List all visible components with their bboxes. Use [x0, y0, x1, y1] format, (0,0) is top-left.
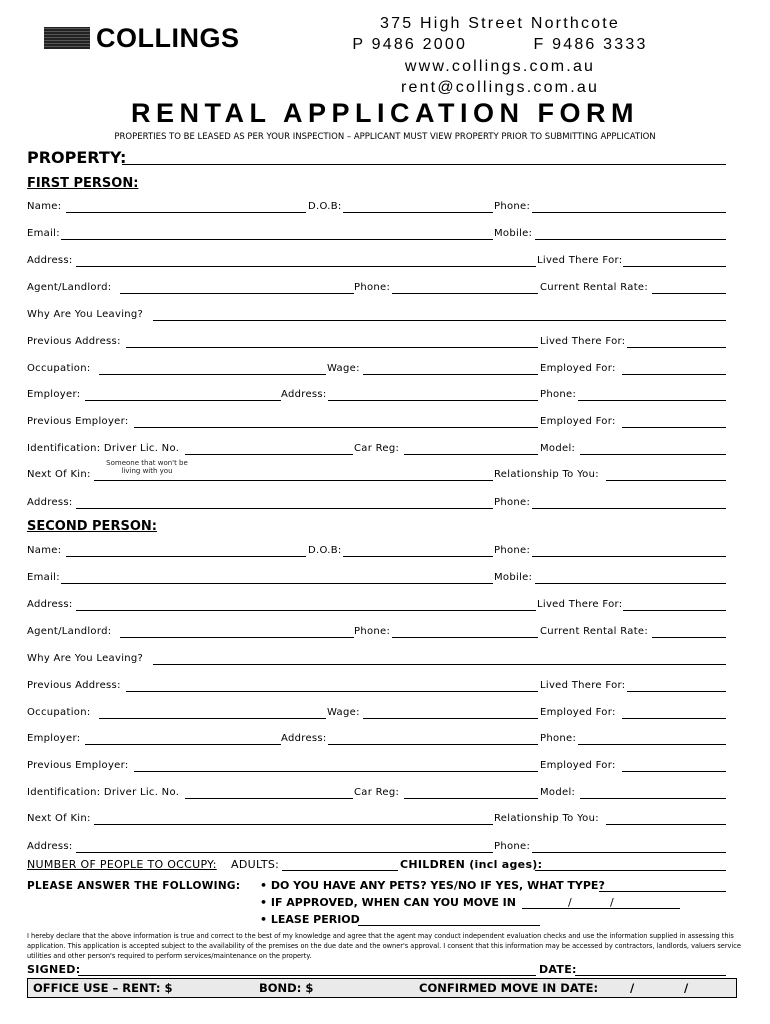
- p1-address-label: Address:: [27, 255, 73, 266]
- p2-prev-address-field[interactable]: [126, 691, 538, 692]
- p2-occupation-field[interactable]: [99, 718, 326, 719]
- children-field[interactable]: [535, 870, 726, 871]
- pets-field[interactable]: [599, 891, 726, 892]
- p2-employer-address-field[interactable]: [328, 744, 538, 745]
- p1-relationship-label: Relationship To You:: [494, 469, 599, 480]
- p1-employer-address-label: Address:: [281, 389, 327, 400]
- p2-relationship-field[interactable]: [606, 824, 726, 825]
- collings-logo: [44, 23, 240, 53]
- p1-employer-field[interactable]: [85, 400, 281, 401]
- p2-prev-employed-for-field[interactable]: [622, 771, 726, 772]
- office-use-box: [27, 978, 737, 998]
- p2-why-leaving-label: Why Are You Leaving?: [27, 653, 144, 664]
- p1-relationship-field[interactable]: [606, 480, 726, 481]
- property-label: PROPERTY:: [27, 148, 127, 167]
- logo-mark-icon: [44, 27, 90, 49]
- lease-period-field[interactable]: [358, 925, 540, 926]
- p2-mobile-label: Mobile:: [494, 572, 533, 583]
- date-field[interactable]: [575, 975, 726, 976]
- p1-prev-employer-label: Previous Employer:: [27, 416, 129, 427]
- p2-identification-field[interactable]: [185, 798, 353, 799]
- p1-kin-address-label: Address:: [27, 497, 73, 508]
- p2-agent-field[interactable]: [120, 637, 354, 638]
- p1-prev-employer-field[interactable]: [134, 427, 538, 428]
- office-address: 375 High Street Northcote: [380, 15, 620, 32]
- p1-employer-label: Employer:: [27, 389, 81, 400]
- p2-address-field[interactable]: [76, 610, 536, 611]
- p2-phone-label: Phone:: [494, 545, 531, 556]
- p1-name-field[interactable]: [66, 212, 306, 213]
- office-rent-label: OFFICE USE – RENT: $: [33, 981, 173, 995]
- p1-mobile-label: Mobile:: [494, 228, 533, 239]
- p1-name-label: Name:: [27, 201, 62, 212]
- p1-wage-field[interactable]: [363, 374, 538, 375]
- p2-lived-there-label: Lived There For:: [537, 599, 623, 610]
- p2-prev-address-label: Previous Address:: [27, 680, 121, 691]
- p2-model-field[interactable]: [580, 798, 726, 799]
- p2-prev-employer-field[interactable]: [134, 771, 538, 772]
- p1-agent-phone-field[interactable]: [392, 293, 538, 294]
- p1-prev-employed-for-label: Employed For:: [540, 416, 616, 427]
- logo-text: COLLINGS: [96, 23, 240, 53]
- p1-agent-field[interactable]: [120, 293, 354, 294]
- occupancy-label: NUMBER OF PEOPLE TO OCCUPY:: [27, 858, 217, 871]
- p1-rental-rate-label: Current Rental Rate:: [540, 282, 649, 293]
- signature-field[interactable]: [78, 975, 536, 976]
- p2-mobile-field[interactable]: [535, 583, 726, 584]
- p1-model-field[interactable]: [580, 454, 726, 455]
- p1-phone-field[interactable]: [532, 212, 726, 213]
- p2-next-of-kin-field[interactable]: [94, 824, 493, 825]
- move-in-slash-2: /: [610, 896, 615, 909]
- p2-agent-label: Agent/Landlord:: [27, 626, 112, 637]
- p2-employed-for-field[interactable]: [622, 718, 726, 719]
- p1-identification-field[interactable]: [185, 454, 353, 455]
- p1-email-label: Email:: [27, 228, 60, 239]
- signed-label: SIGNED:: [27, 963, 81, 976]
- form-title: RENTAL APPLICATION FORM: [131, 98, 639, 128]
- children-label: CHILDREN (incl ages):: [400, 858, 543, 871]
- p2-kin-address-field[interactable]: [76, 852, 493, 853]
- p1-employed-for-field[interactable]: [622, 374, 726, 375]
- p1-why-leaving-field[interactable]: [153, 320, 726, 321]
- p2-model-label: Model:: [540, 787, 576, 798]
- p1-kin-phone-label: Phone:: [494, 497, 531, 508]
- p1-prev-employed-for-field[interactable]: [622, 427, 726, 428]
- p1-rental-rate-field[interactable]: [652, 293, 726, 294]
- next-of-kin-note: Someone that won't be living with you: [106, 459, 188, 475]
- p2-agent-phone-label: Phone:: [354, 626, 391, 637]
- p1-email-field[interactable]: [61, 239, 493, 240]
- adults-field[interactable]: [282, 870, 398, 871]
- p1-prev-address-field[interactable]: [126, 347, 538, 348]
- p2-name-field[interactable]: [66, 556, 306, 557]
- p1-next-of-kin-field[interactable]: [94, 480, 493, 481]
- p1-prev-lived-field[interactable]: [627, 347, 726, 348]
- adults-label: ADULTS:: [231, 858, 280, 871]
- office-slash-1: /: [630, 981, 635, 995]
- p2-email-field[interactable]: [61, 583, 493, 584]
- p1-model-label: Model:: [540, 443, 576, 454]
- questions-label: PLEASE ANSWER THE FOLLOWING:: [27, 880, 241, 892]
- office-slash-2: /: [684, 981, 689, 995]
- p1-address-field[interactable]: [76, 266, 536, 267]
- p2-rental-rate-field[interactable]: [652, 637, 726, 638]
- p2-dob-field[interactable]: [343, 556, 493, 557]
- p1-prev-lived-label: Lived There For:: [540, 336, 626, 347]
- p2-prev-employer-label: Previous Employer:: [27, 760, 129, 771]
- office-move-in-label: CONFIRMED MOVE IN DATE:: [419, 981, 599, 995]
- first-person-heading: FIRST PERSON:: [27, 176, 139, 191]
- p2-email-label: Email:: [27, 572, 60, 583]
- p2-rental-rate-label: Current Rental Rate:: [540, 626, 649, 637]
- form-subtitle: PROPERTIES TO BE LEASED AS PER YOUR INSPECTION – APPLICANT MUST VIEW PROPERTY PRIOR TO SUBMITTING APPLICATION: [114, 132, 656, 142]
- p2-wage-field[interactable]: [363, 718, 538, 719]
- p2-phone-field[interactable]: [532, 556, 726, 557]
- date-label: DATE:: [539, 963, 577, 976]
- p2-employer-phone-field[interactable]: [578, 744, 726, 745]
- p1-kin-address-field[interactable]: [76, 508, 493, 509]
- p1-identification-label: Identification: Driver Lic. No.: [27, 443, 180, 454]
- property-field[interactable]: [122, 164, 726, 165]
- p1-dob-label: D.O.B:: [308, 201, 342, 212]
- p1-employed-for-label: Employed For:: [540, 363, 616, 374]
- p1-employer-phone-label: Phone:: [540, 389, 577, 400]
- p1-why-leaving-label: Why Are You Leaving?: [27, 309, 144, 320]
- p1-car-reg-field[interactable]: [404, 454, 538, 455]
- p2-why-leaving-field[interactable]: [153, 664, 726, 665]
- p2-agent-phone-field[interactable]: [392, 637, 538, 638]
- p2-dob-label: D.O.B:: [308, 545, 342, 556]
- move-in-question: • IF APPROVED, WHEN CAN YOU MOVE IN: [260, 896, 516, 909]
- p1-employer-phone-field[interactable]: [578, 400, 726, 401]
- move-in-slash-1: /: [568, 896, 573, 909]
- office-phones: P 9486 2000 F 9486 3333: [352, 36, 648, 53]
- office-bond-label: BOND: $: [259, 981, 314, 995]
- p1-wage-label: Wage:: [327, 363, 360, 374]
- p2-kin-phone-field[interactable]: [532, 852, 726, 853]
- p1-lived-there-field[interactable]: [623, 266, 726, 267]
- p2-prev-employed-for-label: Employed For:: [540, 760, 616, 771]
- p2-relationship-label: Relationship To You:: [494, 813, 599, 824]
- p2-employer-field[interactable]: [85, 744, 281, 745]
- p1-employer-address-field[interactable]: [328, 400, 538, 401]
- p2-wage-label: Wage:: [327, 707, 360, 718]
- p2-kin-address-label: Address:: [27, 841, 73, 852]
- p2-prev-lived-label: Lived There For:: [540, 680, 626, 691]
- office-website[interactable]: www.collings.com.au: [404, 58, 596, 75]
- p2-employer-label: Employer:: [27, 733, 81, 744]
- p2-address-label: Address:: [27, 599, 73, 610]
- p2-prev-lived-field[interactable]: [627, 691, 726, 692]
- p2-employer-phone-label: Phone:: [540, 733, 577, 744]
- p1-mobile-field[interactable]: [535, 239, 726, 240]
- p1-dob-field[interactable]: [343, 212, 493, 213]
- office-email[interactable]: rent@collings.com.au: [400, 79, 600, 96]
- p2-kin-phone-label: Phone:: [494, 841, 531, 852]
- p2-next-of-kin-label: Next Of Kin:: [27, 813, 91, 824]
- p1-next-of-kin-label: Next Of Kin:: [27, 469, 91, 480]
- p1-agent-phone-label: Phone:: [354, 282, 391, 293]
- p2-identification-label: Identification: Driver Lic. No.: [27, 787, 180, 798]
- p1-car-reg-label: Car Reg:: [354, 443, 400, 454]
- p2-car-reg-field[interactable]: [404, 798, 538, 799]
- p2-occupation-label: Occupation:: [27, 707, 91, 718]
- p1-prev-address-label: Previous Address:: [27, 336, 121, 347]
- p1-phone-label: Phone:: [494, 201, 531, 212]
- pets-question: • DO YOU HAVE ANY PETS? YES/NO IF YES, WHAT TYPE?: [260, 879, 605, 892]
- p2-employed-for-label: Employed For:: [540, 707, 616, 718]
- p2-employer-address-label: Address:: [281, 733, 327, 744]
- p1-occupation-field[interactable]: [99, 374, 326, 375]
- p1-occupation-label: Occupation:: [27, 363, 91, 374]
- p1-lived-there-label: Lived There For:: [537, 255, 623, 266]
- p1-kin-phone-field[interactable]: [532, 508, 726, 509]
- lease-period-question: • LEASE PERIOD: [260, 913, 360, 926]
- declaration-text: I hereby declare that the above information is true and correct to the best of my knowledge and agree that the agent may conduct independent evaluation checks and use the information supplied in assessing this application. This application is accepted subject to the availability of the premises on the due date and the owner's approval. I consent that this information may be accessed by contractors, landlords, valuers service utilities and other person's required to perform services/maintenance on the property.: [27, 932, 741, 960]
- p2-name-label: Name:: [27, 545, 62, 556]
- p1-agent-label: Agent/Landlord:: [27, 282, 112, 293]
- move-in-field[interactable]: [522, 908, 680, 909]
- second-person-heading: SECOND PERSON:: [27, 519, 157, 534]
- p2-car-reg-label: Car Reg:: [354, 787, 400, 798]
- p2-lived-there-field[interactable]: [623, 610, 726, 611]
